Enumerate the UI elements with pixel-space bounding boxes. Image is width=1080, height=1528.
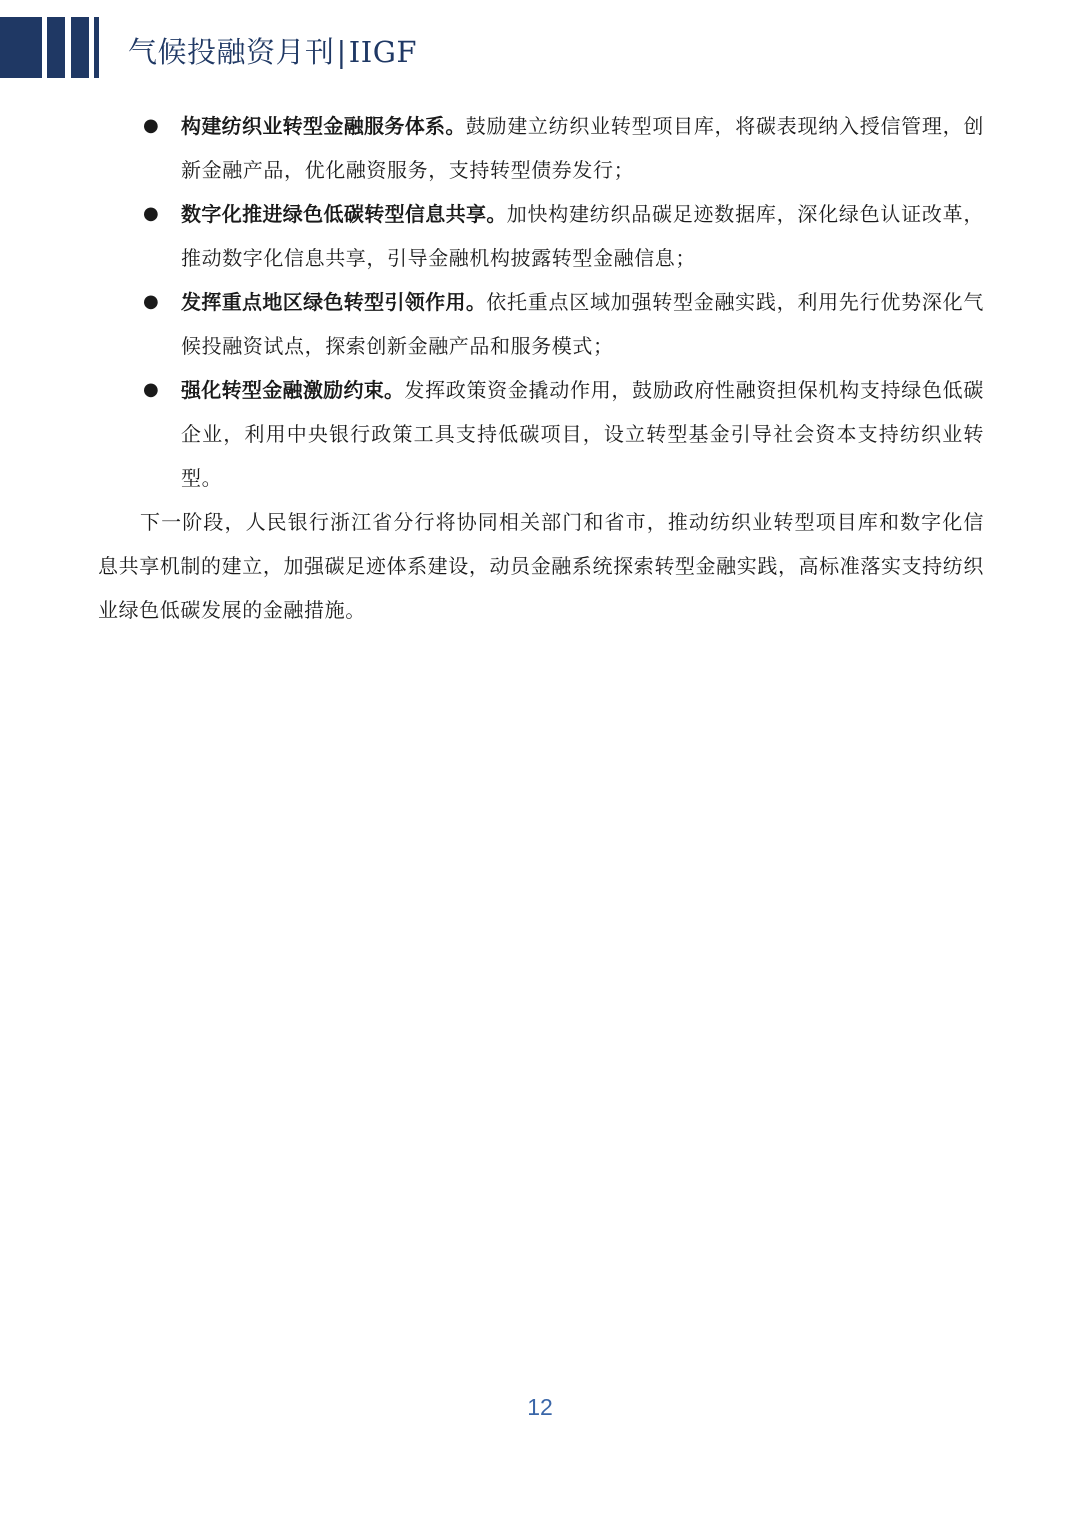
list-item xyxy=(98,104,984,192)
list-item-text: 鼓励建立纺织业转型项目库，将碳表现纳入授信管理，创新金融产品，优化融资服务，支持转型债券发行； xyxy=(181,114,984,182)
bullet-icon: ● xyxy=(143,115,160,136)
header-bar xyxy=(47,17,65,78)
publication-title xyxy=(128,32,417,72)
bullet-icon: ● xyxy=(143,291,160,312)
publication-brand: IIGF xyxy=(348,35,417,69)
list-item-heading: 数字化推进绿色低碳转型信息共享。 xyxy=(181,202,507,226)
list-item-text: 发挥政策资金撬动作用，鼓励政府性融资担保机构支持绿色低碳企业，利用中央银行政策工具支持低碳项目，设立转型基金引导社会资本支持纺织业转型。 xyxy=(181,378,984,490)
list-item-text: 依托重点区域加强转型金融实践，利用先行优势深化气候投融资试点，探索创新金融产品和服务模式； xyxy=(181,290,985,358)
list-item xyxy=(98,192,984,280)
title-separator: | xyxy=(336,35,347,69)
list-item-heading: 发挥重点地区绿色转型引领作用。 xyxy=(181,290,487,314)
closing-paragraph: 下一阶段，人民银行浙江省分行将协同相关部门和省市，推动纺织业转型项目库和数字化信息共享机制的建立，加强碳足迹体系建设，动员金融系统探索转型金融实践，高标准落实支持纺织业绿色低碳发展的金融措施。 xyxy=(98,510,984,622)
publication-name: 气候投融资月刊 xyxy=(128,35,335,69)
list-item-text: 加快构建纺织品碳足迹数据库，深化绿色认证改革，推动数字化信息共享，引导金融机构披露转型金融信息； xyxy=(181,202,984,270)
header-bar xyxy=(0,17,42,78)
header-bar xyxy=(71,17,89,78)
list-item-heading: 强化转型金融激励约束。 xyxy=(181,378,405,402)
measure-list xyxy=(98,104,984,500)
page-number: 12 xyxy=(527,1394,553,1420)
list-item xyxy=(98,368,984,500)
list-item xyxy=(98,280,984,368)
header-bar xyxy=(94,17,99,78)
bullet-icon: ● xyxy=(143,203,160,224)
bullet-icon: ● xyxy=(143,379,160,400)
article-body xyxy=(98,104,984,632)
list-item-heading: 构建纺织业转型金融服务体系。 xyxy=(181,114,466,138)
